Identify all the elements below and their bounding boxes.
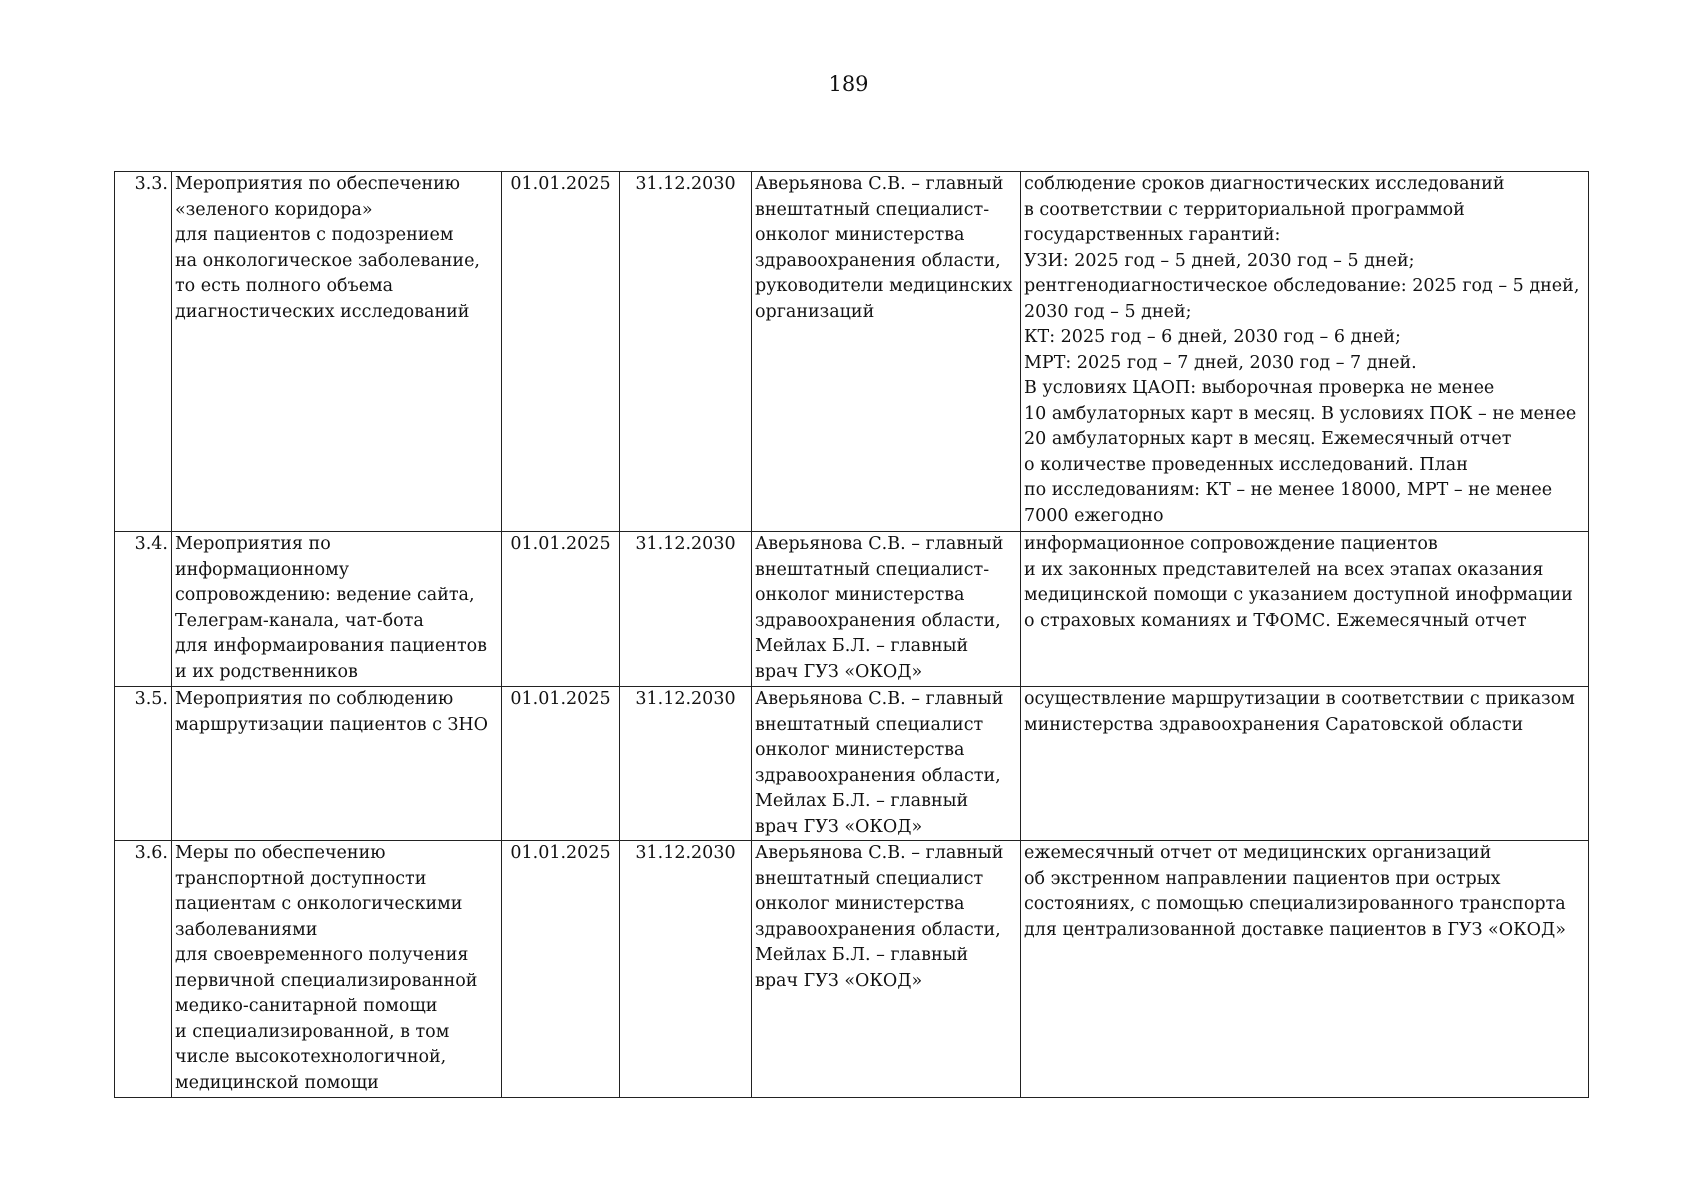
responsible-cell: Аверьянова С.В. – главный внештатный специалист- онколог министерства здравоохранения области, Мейлах Б.Л. – главный врач ГУЗ «ОКОД» bbox=[752, 532, 1021, 687]
row-number: 3.6. bbox=[115, 841, 172, 1098]
start-date-cell: 01.01.2025 bbox=[502, 172, 620, 532]
end-date-cell: 31.12.2030 bbox=[620, 841, 752, 1098]
activities-table bbox=[114, 171, 1589, 1098]
start-date-cell: 01.01.2025 bbox=[502, 532, 620, 687]
responsible-cell: Аверьянова С.В. – главный внештатный специалист- онколог министерства здравоохранения области, руководители медицинских организаций bbox=[752, 172, 1021, 532]
responsible-cell: Аверьянова С.В. – главный внештатный специалист онколог министерства здравоохранения области, Мейлах Б.Л. – главный врач ГУЗ «ОКОД» bbox=[752, 687, 1021, 841]
table-row bbox=[115, 172, 1589, 532]
start-date-cell: 01.01.2025 bbox=[502, 841, 620, 1098]
row-number: 3.5. bbox=[115, 687, 172, 841]
table-row bbox=[115, 532, 1589, 687]
table-row bbox=[115, 687, 1589, 841]
responsible-cell: Аверьянова С.В. – главный внештатный специалист онколог министерства здравоохранения области, Мейлах Б.Л. – главный врач ГУЗ «ОКОД» bbox=[752, 841, 1021, 1098]
result-cell: ежемесячный отчет от медицинских организаций об экстренном направлении пациентов при острых состояниях, с помощью специализированного транспорта для централизованной доставке пациентов в ГУЗ «ОКОД» bbox=[1021, 841, 1589, 1098]
row-number: 3.4. bbox=[115, 532, 172, 687]
row-number: 3.3. bbox=[115, 172, 172, 532]
activity-cell: Меры по обеспечению транспортной доступности пациентам с онкологическими заболеваниями для своевременного получения первичной специализированной медико-санитарной помощи и специализированной, в том числе высокотехнологичной, медицинской помощи bbox=[172, 841, 502, 1098]
end-date-cell: 31.12.2030 bbox=[620, 172, 752, 532]
result-cell: соблюдение сроков диагностических исследований в соответствии с территориальной программой государственных гарантий: УЗИ: 2025 год – 5 дней, 2030 год – 5 дней; рентгенодиагностическое обследование: 2025 год – 5 дней, 2030 год – 5 дней; КТ: 2025 год – 6 дней, 2030 год – 6 дней; МРТ: 2025 год – 7 дней, 2030 год – 7 дней. В условиях ЦАОП: выборочная проверка не менее 10 амбулаторных карт в месяц. В условиях ПОК – не менее 20 амбулаторных карт в месяц. Ежемесячный отчет о количестве проведенных исследований. План по исследованиям: КТ – не менее 18000, МРТ – не менее 7000 ежегодно bbox=[1021, 172, 1589, 532]
page-number: 189 bbox=[828, 72, 869, 96]
start-date-cell: 01.01.2025 bbox=[502, 687, 620, 841]
activity-cell: Мероприятия по соблюдению маршрутизации пациентов с ЗНО bbox=[172, 687, 502, 841]
result-cell: осуществление маршрутизации в соответствии с приказом министерства здравоохранения Саратовской области bbox=[1021, 687, 1589, 841]
activity-cell: Мероприятия по информационному сопровождению: ведение сайта, Телеграм-канала, чат-бота для информаирования пациентов и их родственников bbox=[172, 532, 502, 687]
table-row bbox=[115, 841, 1589, 1098]
activity-cell: Мероприятия по обеспечению «зеленого коридора» для пациентов с подозрением на онкологическое заболевание, то есть полного объема диагностических исследований bbox=[172, 172, 502, 532]
result-cell: информационное сопровождение пациентов и их законных представителей на всех этапах оказания медицинской помощи с указанием доступной инофрмации о страховых команиях и ТФОМС. Ежемесячный отчет bbox=[1021, 532, 1589, 687]
end-date-cell: 31.12.2030 bbox=[620, 687, 752, 841]
end-date-cell: 31.12.2030 bbox=[620, 532, 752, 687]
